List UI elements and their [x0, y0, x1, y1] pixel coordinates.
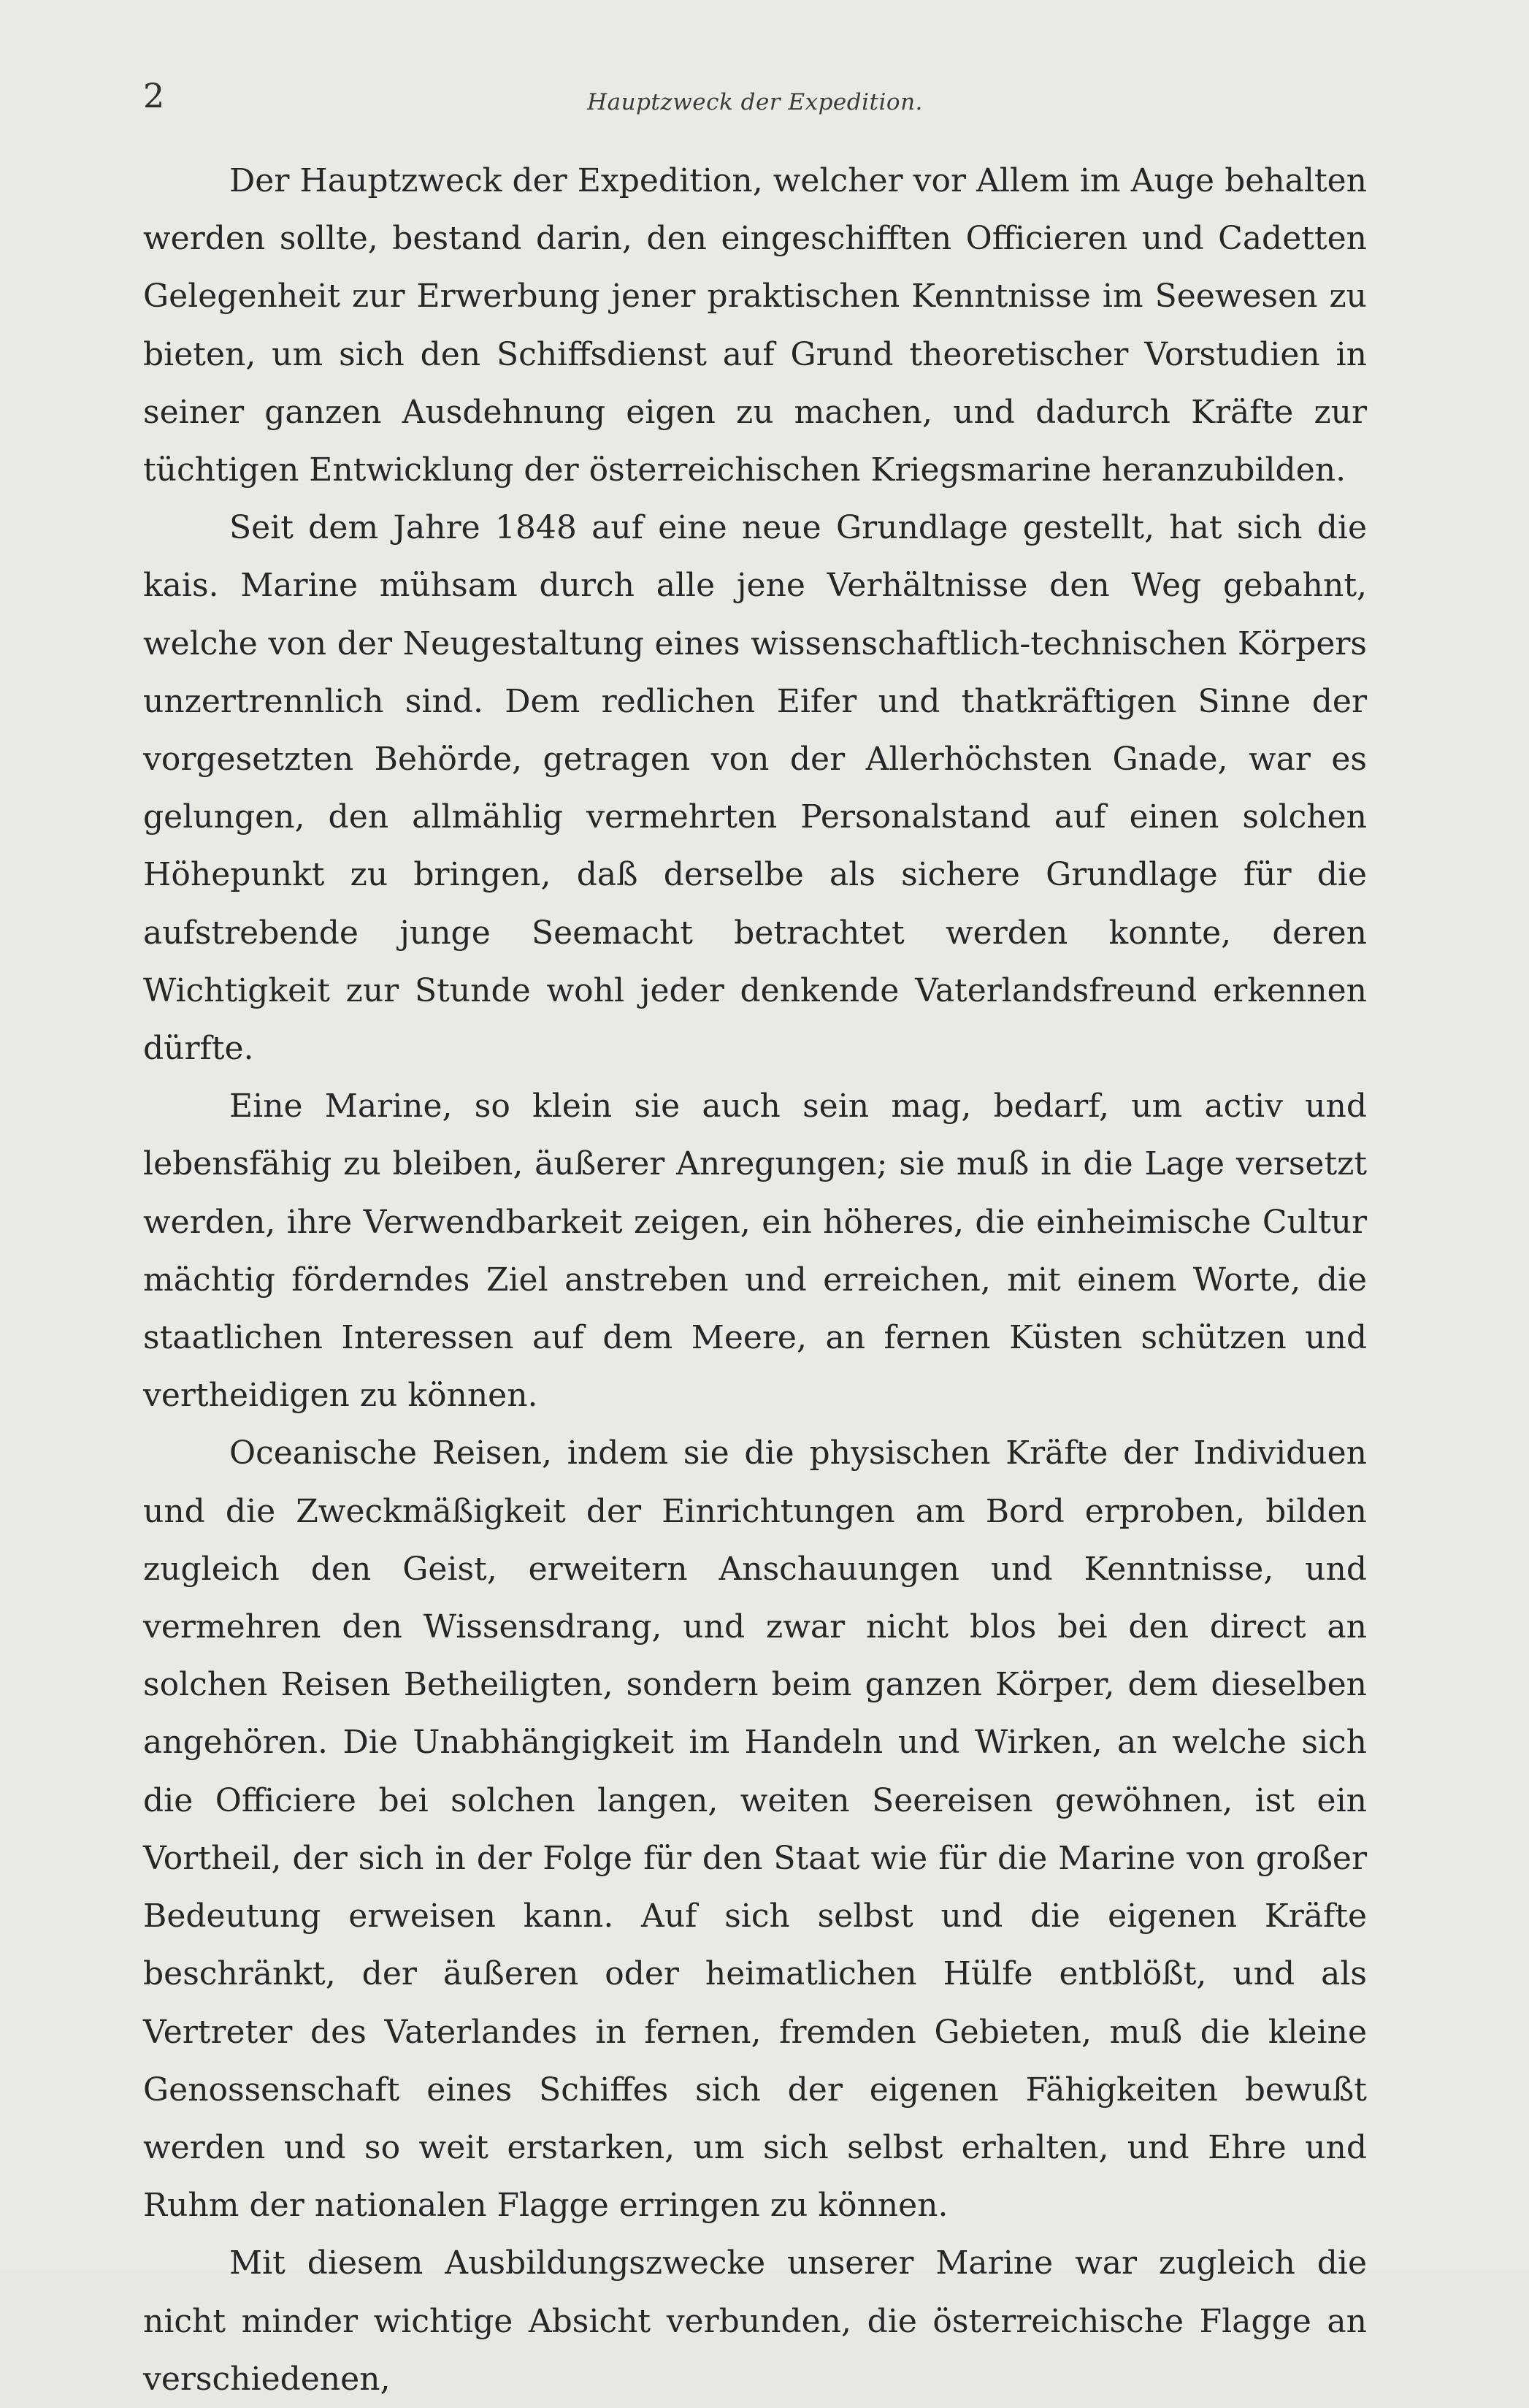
- paragraph: Eine Marine, so klein sie auch sein mag, bedarf, um activ und lebensfähig zu bleiben, äußerer Anregungen; sie muß in die Lage versetzt werden, ihre Verwendbarkeit zeigen, ein höheres, die einheimische Cultur mächtig förderndes Ziel anstreben und erreichen, mit einem Worte, die staatlichen Interessen auf dem Meere, an fernen Küsten schützen und vertheidigen zu können.: [143, 1088, 1367, 1415]
- paragraph: Der Hauptzweck der Expedition, welcher vor Allem im Auge behalten werden sollte, bestand darin, den eingeschifften Officieren und Cadetten Gelegenheit zur Erwerbung jener praktischen Kenntnisse im Seewesen zu bieten, um sich den Schiffsdienst auf Grund theoretischer Vorstudien in seiner ganzen Ausdehnung eigen zu machen, und dadurch Kräfte zur tüchtigen Entwicklung der österreichischen Kriegsmarine heranzubilden.: [143, 162, 1367, 489]
- paragraph: Oceanische Reisen, indem sie die physischen Kräfte der Individuen und die Zweckmäßigkeit der Einrichtungen am Bord erproben, bilden zugleich den Geist, erweitern Anschauungen und Kenntnisse, und vermehren den Wissensdrang, und zwar nicht blos bei den direct an solchen Reisen Betheiligten, sondern beim ganzen Körper, dem dieselben angehören. Die Unabhängigkeit im Handeln und Wirken, an welche sich die Officiere bei solchen langen, weiten Seereisen gewöhnen, ist ein Vortheil, der sich in der Folge für den Staat wie für die Marine von großer Bedeutung erweisen kann. Auf sich selbst und die eigenen Kräfte beschränkt, der äußeren oder heimatlichen Hülfe entblößt, und als Vertreter des Vaterlandes in fernen, fremden Gebieten, muß die kleine Genossenschaft eines Schiffes sich der eigenen Fähigkeiten bewußt werden und so weit erstarken, um sich selbst erhalten, und Ehre und Ruhm der nationalen Flagge erringen zu können.: [143, 1434, 1367, 2225]
- running-head: Hauptzweck der Expedition.: [587, 89, 923, 115]
- page-number: 2: [143, 76, 165, 115]
- paragraph: Seit dem Jahre 1848 auf eine neue Grundlage gestellt, hat sich die kais. Marine mühsam durch alle jene Verhältnisse den Weg gebahnt, welche von der Neugestaltung eines wissenschaftlich-technischen Körpers unzertrennlich sind. Dem redlichen Eifer und thatkräftigen Sinne der vorgesetzten Behörde, getragen von der Allerhöchsten Gnade, war es gelungen, den allmählig vermehrten Personalstand auf einen solchen Höhepunkt zu bringen, daß derselbe als sichere Grundlage für die aufstrebende junge Seemacht betrachtet werden konnte, deren Wichtigkeit zur Stunde wohl jeder denkende Vaterlandsfreund erkennen dürfte.: [143, 509, 1367, 1068]
- page-header: [143, 76, 1367, 134]
- body-text: [143, 152, 1367, 2408]
- paragraph: Mit diesem Ausbildungszwecke unserer Marine war zugleich die nicht minder wichtige Absicht verbunden, die österreichische Flagge an verschiedenen,: [143, 2244, 1367, 2398]
